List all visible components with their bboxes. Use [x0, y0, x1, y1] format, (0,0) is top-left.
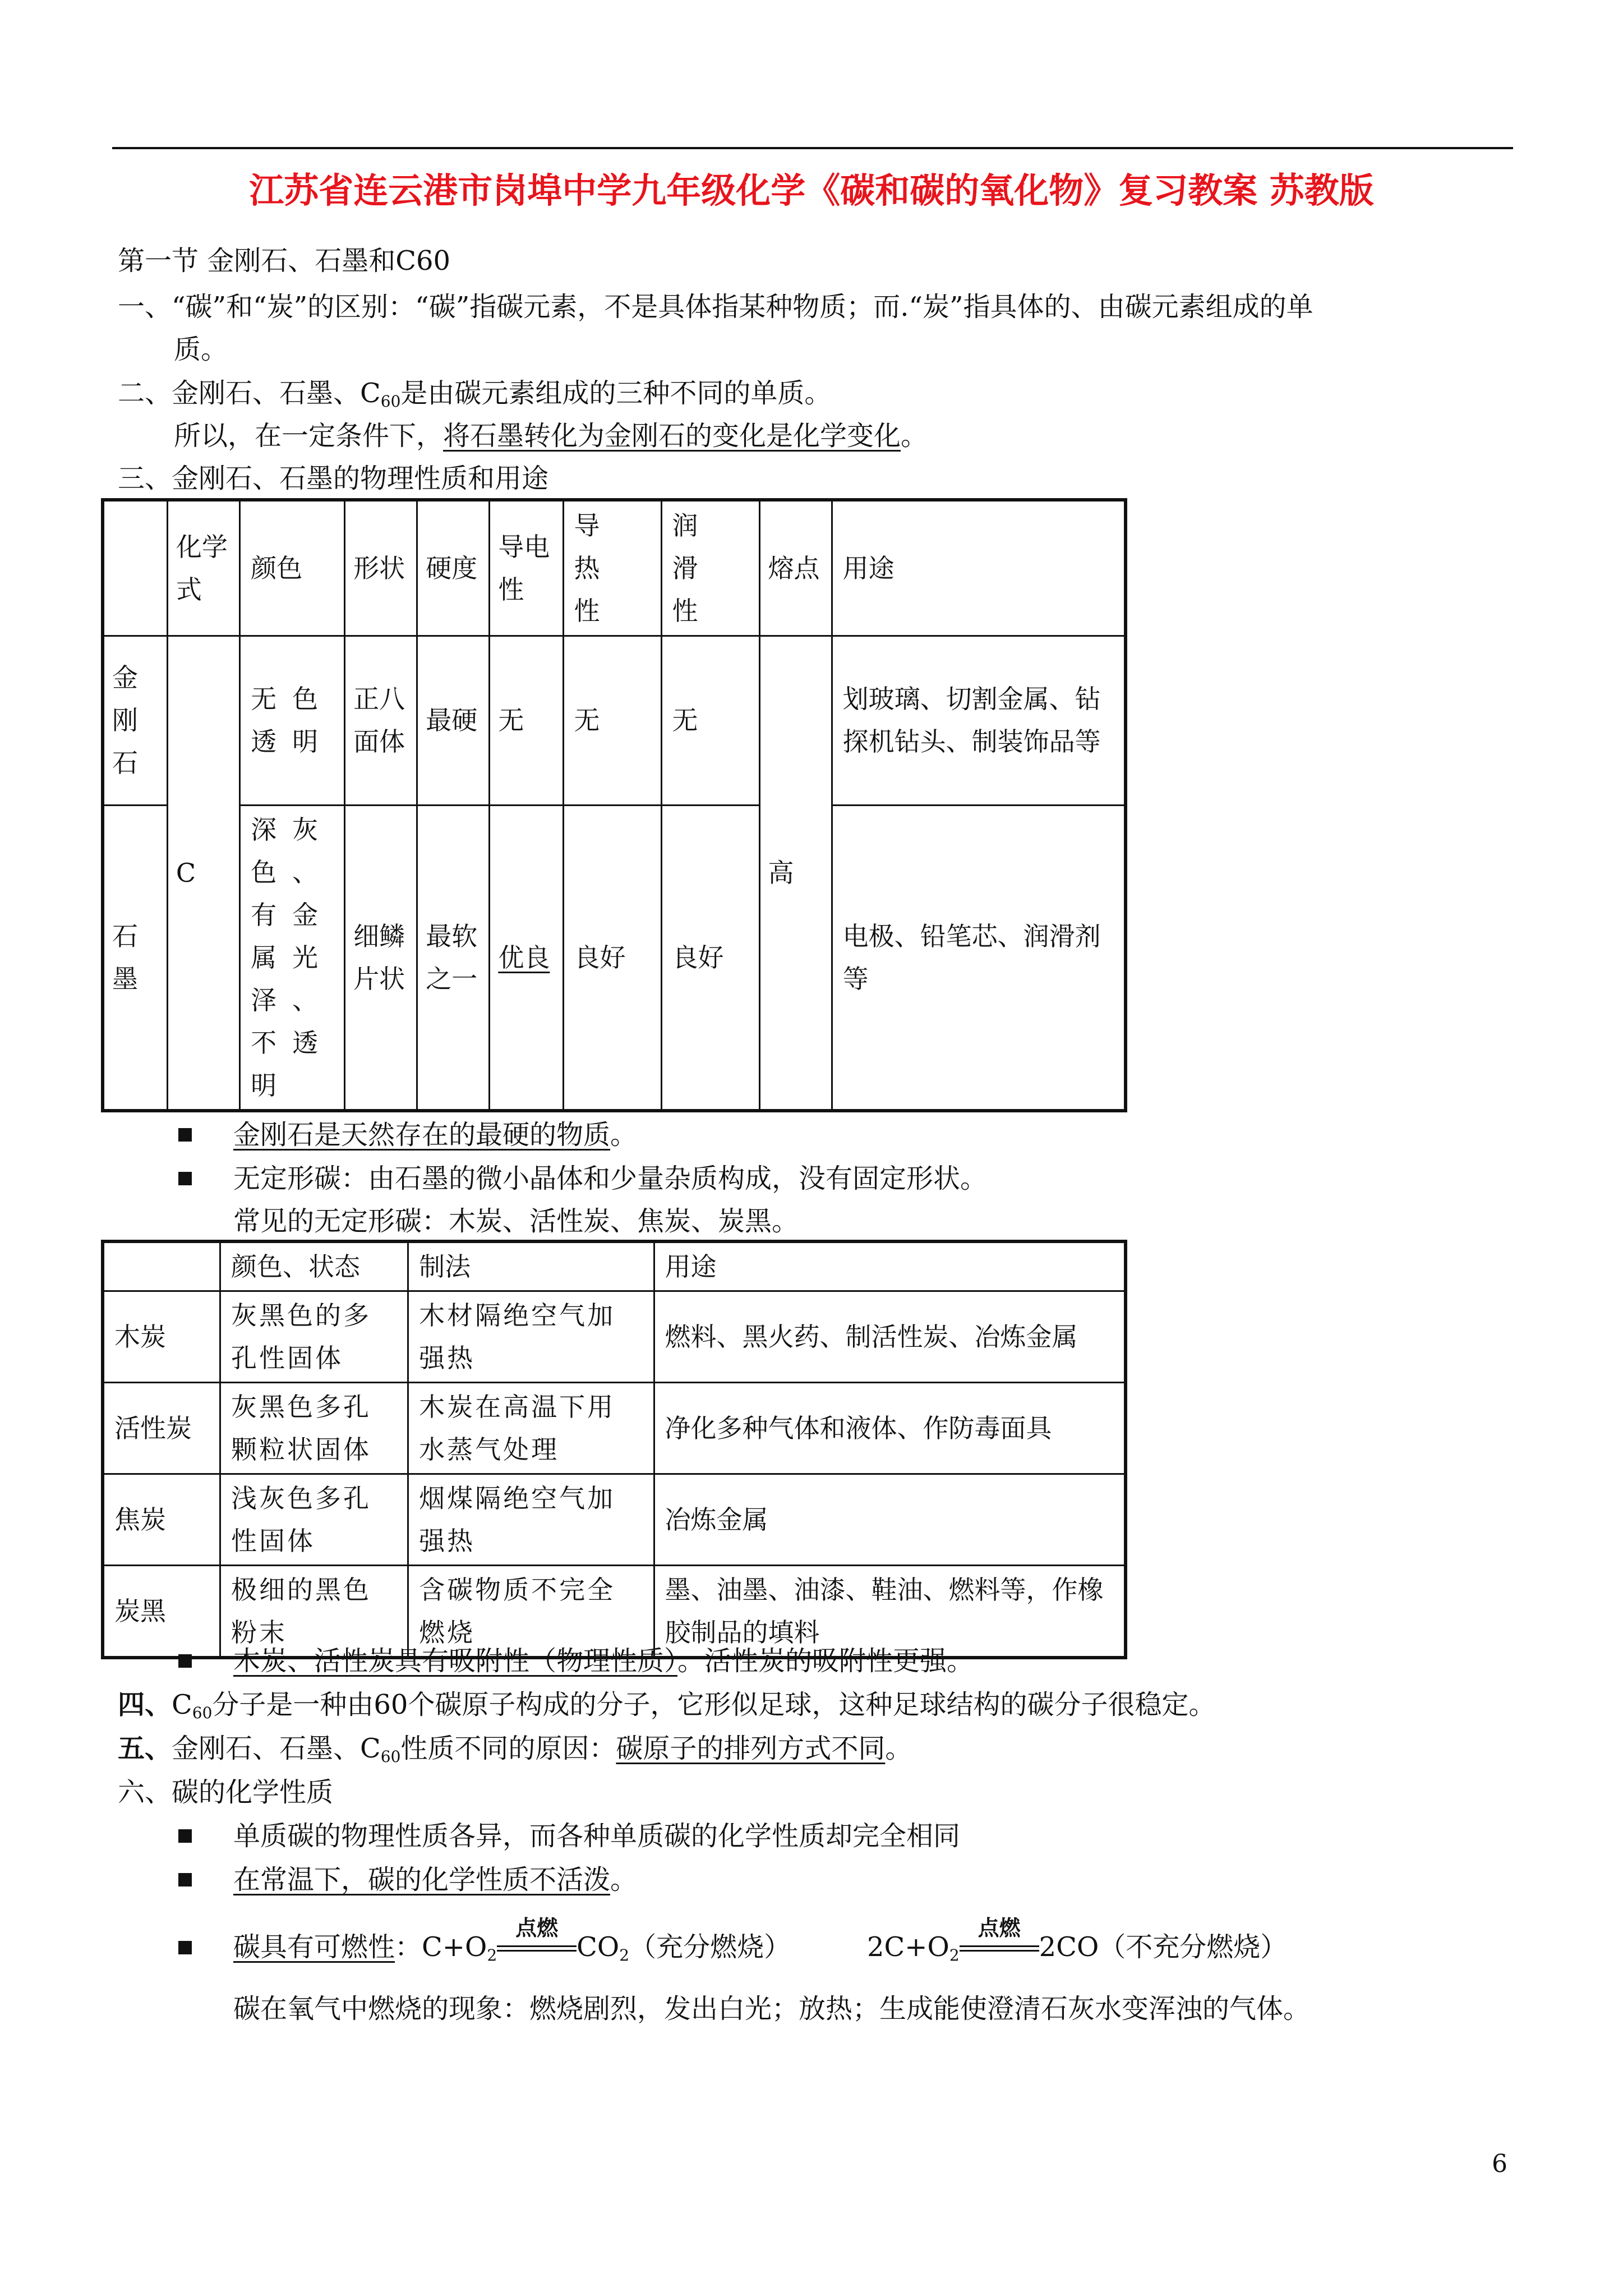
paragraph-2b-text: 所以，在一定条件下， [174, 420, 444, 452]
bullet-3-text: 。活性炭的吸附性更强。 [677, 1645, 974, 1677]
bullet-3-underlined: 木炭、活性炭具有吸附性（物理性质） [233, 1645, 678, 1677]
bullet-2-continued: 常见的无定形碳：木炭、活性炭、焦炭、炭黑。 [233, 1205, 799, 1237]
reaction-condition [497, 1916, 577, 1957]
bullet-square-icon [178, 1873, 192, 1887]
use-cell: 净化多种气体和液体、作防毒面具 [654, 1383, 1126, 1474]
equals-bar-icon [497, 1950, 577, 1952]
paragraph-5-text: 金刚石、石墨、C [172, 1733, 381, 1764]
bullet-square-icon [178, 1128, 192, 1142]
table-row [103, 636, 1126, 805]
paragraph-4 [118, 1686, 1215, 1732]
paragraph-4-text: 分子是一种由60个碳原子构成的分子，它形似足球，这种足球结构的碳分子很稳定。 [212, 1689, 1216, 1720]
paragraph-1 [118, 288, 1313, 325]
reaction-condition [960, 1916, 1039, 1957]
condition-label: 点燃 [978, 1916, 1021, 1940]
bullet-square-icon [178, 1172, 192, 1185]
use-cell: 电极、铅笔芯、润滑剂等 [832, 805, 1126, 1111]
paragraph-6-label: 六、 [118, 1777, 172, 1808]
subscript: 60 [192, 1704, 213, 1722]
subscript: 2 [949, 1946, 960, 1964]
equation-2 [867, 1916, 1288, 1974]
hardness-cell: 最软之一 [417, 805, 490, 1111]
bullet-1-text: 金刚石是天然存在的最硬的物质 [233, 1119, 611, 1151]
method-cell: 烟煤隔绝空气加强热 [408, 1474, 654, 1566]
table-row [103, 1383, 1126, 1474]
header-use: 用途 [654, 1241, 1126, 1291]
lubricity-cell: 无 [661, 636, 759, 805]
method-cell: 木炭在高温下用水蒸气处理 [408, 1383, 654, 1474]
subscript: 2 [487, 1946, 497, 1964]
equals-bar-icon [960, 1950, 1039, 1952]
equation-2-note: （不充分燃烧） [1099, 1931, 1288, 1963]
underlined-key-point: 将石墨转化为金刚石的变化是化学变化 [443, 420, 901, 452]
bullet-4: 单质碳的物理性质各异，而各种单质碳的化学性质却完全相同 [233, 1820, 961, 1852]
thermal-cell: 无 [563, 636, 661, 805]
paragraph-5-end: 。 [885, 1733, 912, 1764]
method-cell: 木材隔绝空气加强热 [408, 1291, 654, 1383]
use-cell: 划玻璃、切割金属、钻探机钻头、制装饰品等 [832, 636, 1126, 805]
bullet-5-end: 。 [610, 1864, 638, 1895]
header-color: 颜色 [240, 500, 345, 636]
header-state: 颜色、状态 [220, 1241, 408, 1291]
paragraph-5 [118, 1730, 912, 1775]
row-name: 金刚石 [103, 636, 167, 805]
table-row [103, 1291, 1126, 1383]
bullet-5-text: 在常温下，碳的化学性质不活泼 [233, 1864, 611, 1895]
equation-1-left: C+O [422, 1931, 487, 1963]
bullet-square-icon [178, 1829, 192, 1843]
paragraph-6-text: 碳的化学性质 [172, 1777, 334, 1808]
section-heading: 第一节 金刚石、石墨和C60 [118, 245, 451, 277]
table-row [103, 1474, 1126, 1566]
equals-bar-icon [497, 1945, 577, 1947]
table-header-row [103, 500, 1126, 636]
bullet-1-end: 。 [610, 1119, 638, 1151]
use-cell: 墨、油墨、油漆、鞋油、燃料等，作橡胶制品的填料 [654, 1566, 1126, 1658]
header-shape: 形状 [345, 500, 417, 636]
melting-point-cell: 高 [759, 636, 832, 1111]
equation-2-right: 2CO [1039, 1931, 1099, 1963]
header-melting-point: 熔点 [759, 500, 832, 636]
header-hardness: 硬度 [417, 500, 490, 636]
paragraph-2 [118, 375, 831, 420]
paragraph-2b-end: 。 [901, 420, 928, 452]
method-cell: 含碳物质不完全燃烧 [408, 1566, 654, 1658]
header-rule [112, 147, 1513, 149]
bullet-square-icon [178, 1941, 192, 1954]
state-cell: 灰黑色多孔颗粒状固体 [220, 1383, 408, 1474]
row-name: 石墨 [103, 805, 167, 1111]
paragraph-6 [118, 1774, 333, 1811]
table-row [103, 805, 1126, 1111]
condition-label: 点燃 [515, 1916, 559, 1940]
amorphous-carbon-table [101, 1240, 1127, 1659]
bullet-2: 无定形碳：由石墨的微小晶体和少量杂质构成，没有固定形状。 [233, 1163, 988, 1194]
paragraph-5-label: 五、 [118, 1733, 172, 1764]
paragraph-2-text: 金刚石、石墨、C [172, 378, 381, 409]
document-title: 江苏省连云港市岗埠中学九年级化学《碳和碳的氧化物》复习教案 苏教版 [249, 170, 1374, 211]
header-method: 制法 [408, 1241, 654, 1291]
row-name: 焦炭 [103, 1474, 220, 1566]
subscript: 60 [380, 392, 401, 411]
header-use: 用途 [832, 500, 1126, 636]
use-cell: 燃料、黑火药、制活性炭、冶炼金属 [654, 1291, 1126, 1383]
paragraph-1-continued: 质。 [174, 334, 228, 365]
paragraph-1-text: “碳”和“炭”的区别：“碳”指碳元素，不是具体指某种物质；而.“炭”指具体的、由碳元素组成的单 [172, 291, 1313, 323]
paragraph-5-mid: 性质不同的原因： [400, 1733, 616, 1764]
equation-1-right: CO [577, 1931, 620, 1963]
state-cell: 浅灰色多孔性固体 [220, 1474, 408, 1566]
use-cell: 冶炼金属 [654, 1474, 1126, 1566]
header-conductivity: 导电性 [490, 500, 563, 636]
table-header-row [103, 1241, 1126, 1291]
shape-cell: 细鳞片状 [345, 805, 417, 1111]
bullet-3 [233, 1642, 974, 1680]
conductivity-cell: 无 [490, 636, 563, 805]
bullet-6 [233, 1916, 791, 1974]
paragraph-4-label: 四、 [118, 1689, 172, 1720]
hardness-cell: 最硬 [417, 636, 490, 805]
state-cell: 灰黑色的多孔性固体 [220, 1291, 408, 1383]
bullet-6-continued: 碳在氧气中燃烧的现象：燃烧剧烈，发出白光；放热；生成能使澄清石灰水变浑浊的气体。 [233, 1993, 1311, 2024]
equation-2-left: 2C+O [867, 1931, 949, 1963]
lubricity-cell: 良好 [661, 805, 759, 1111]
paragraph-2-text-end: 是由碳元素组成的三种不同的单质。 [400, 378, 832, 409]
color-cell: 深灰色、有金属光泽、不透明 [240, 805, 345, 1111]
row-name: 炭黑 [103, 1566, 220, 1658]
page-number: 6 [1492, 2150, 1507, 2178]
conductivity-cell: 优良 [490, 805, 563, 1111]
formula-cell: C [167, 636, 239, 1111]
paragraph-5-underlined: 碳原子的排列方式不同 [616, 1733, 886, 1764]
bullet-1 [233, 1116, 637, 1153]
thermal-cell: 良好 [563, 805, 661, 1111]
subscript: 2 [619, 1946, 630, 1964]
equation-1-note: （充分燃烧） [629, 1931, 791, 1963]
header-formula: 化学式 [167, 500, 239, 636]
paragraph-2-continued [174, 417, 928, 454]
bullet-square-icon [178, 1654, 192, 1668]
paragraph-1-label: 一、 [118, 291, 172, 323]
paragraph-3 [118, 460, 548, 497]
paragraph-4-c: C [172, 1689, 192, 1720]
table-cell-empty [103, 500, 167, 636]
paragraph-3-text: 金刚石、石墨的物理性质和用途 [172, 463, 549, 494]
paragraph-2-label: 二、 [118, 378, 172, 409]
row-name: 木炭 [103, 1291, 220, 1383]
diamond-graphite-table [101, 498, 1127, 1112]
bullet-6-underlined: 碳具有可燃性 [233, 1931, 395, 1963]
color-cell: 无色透明 [240, 636, 345, 805]
state-cell: 极细的黑色粉末 [220, 1566, 408, 1658]
header-thermal: 导热性 [563, 500, 661, 636]
paragraph-3-label: 三、 [118, 463, 172, 494]
bullet-6-colon: ： [395, 1931, 422, 1963]
header-lubricity: 润滑性 [661, 500, 759, 636]
subscript: 60 [380, 1747, 401, 1766]
bullet-5 [233, 1861, 637, 1898]
header-empty [103, 1241, 220, 1291]
shape-cell: 正八面体 [345, 636, 417, 805]
row-name: 活性炭 [103, 1383, 220, 1474]
equals-bar-icon [960, 1945, 1039, 1947]
